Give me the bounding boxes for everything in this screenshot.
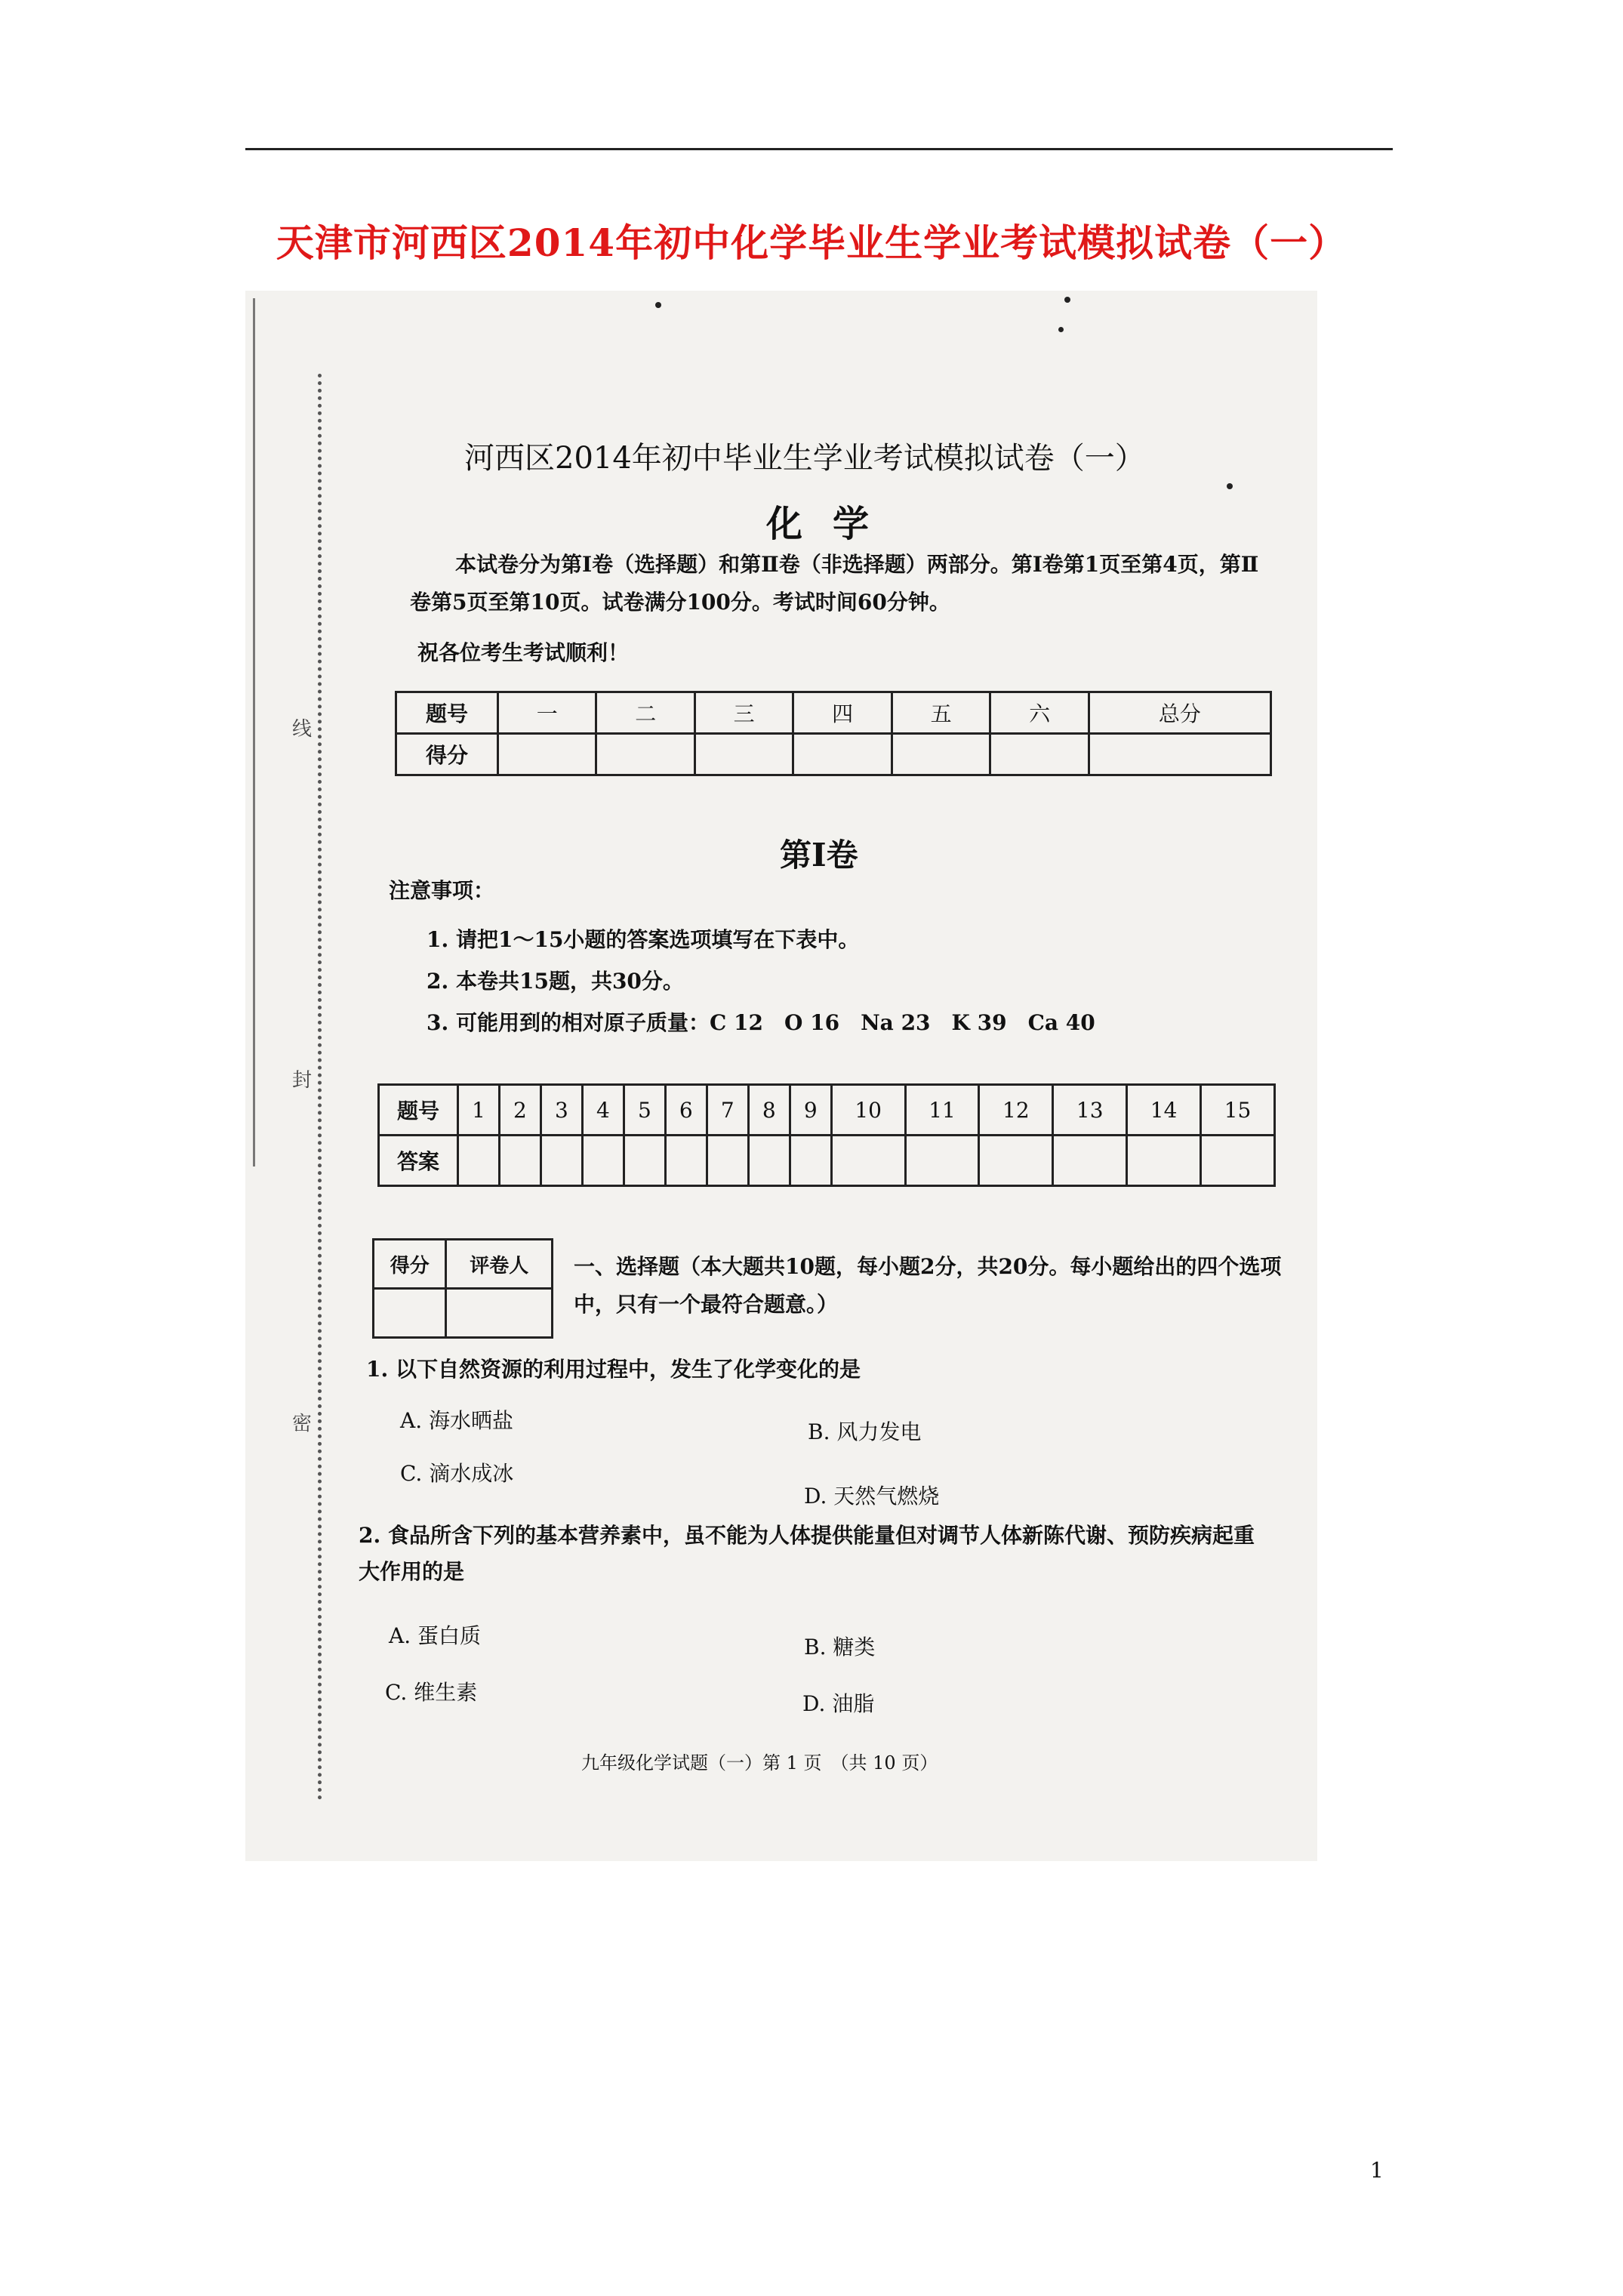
question-number: 10 xyxy=(831,1085,905,1136)
question-number: 13 xyxy=(1053,1085,1127,1136)
top-rule xyxy=(245,148,1393,150)
question-option: B. 糖类 xyxy=(804,1635,876,1660)
question-option: A. 海水晒盐 xyxy=(400,1408,514,1433)
score-table-row-label: 得分 xyxy=(396,734,498,775)
exam-paper-title: 河西区2014年初中毕业生学业考试模拟试卷（一） xyxy=(464,441,1145,476)
question-option: B. 风力发电 xyxy=(808,1419,922,1444)
grader-name-cell xyxy=(446,1289,553,1338)
answer-cell xyxy=(458,1136,500,1186)
exam-page-footer: 九年级化学试题（一）第 1 页 （共 10 页） xyxy=(581,1752,938,1774)
score-table-column: 一 xyxy=(498,692,596,734)
scan-speck xyxy=(1058,327,1064,332)
question-number: 7 xyxy=(707,1085,748,1136)
grader-score-label: 得分 xyxy=(374,1240,446,1289)
question-number: 2 xyxy=(499,1085,540,1136)
grader-table xyxy=(372,1238,553,1339)
exam-wish: 祝各位考生考试顺利！ xyxy=(417,640,630,665)
score-table-column: 五 xyxy=(892,692,990,734)
score-cell xyxy=(793,734,892,775)
grader-score-cell xyxy=(374,1289,446,1338)
score-table-header: 题号 xyxy=(396,692,498,734)
document-title: 天津市河西区2014年初中化学毕业生学业考试模拟试卷（一） xyxy=(276,220,1347,265)
answer-cell xyxy=(540,1136,582,1186)
question-number: 6 xyxy=(665,1085,707,1136)
answer-cell xyxy=(665,1136,707,1186)
page-number: 1 xyxy=(1370,2158,1384,2183)
question-number: 11 xyxy=(905,1085,979,1136)
exam-subject: 化学 xyxy=(766,503,900,545)
question-option: D. 油脂 xyxy=(802,1691,875,1716)
answer-cell xyxy=(624,1136,665,1186)
scanned-exam-page xyxy=(245,291,1317,1861)
answer-cell xyxy=(748,1136,790,1186)
grader-name-label: 评卷人 xyxy=(446,1240,553,1289)
question-option: D. 天然气燃烧 xyxy=(804,1484,940,1509)
question-number: 1 xyxy=(458,1085,500,1136)
question-number: 12 xyxy=(979,1085,1053,1136)
answer-table-row-label: 答案 xyxy=(379,1136,458,1186)
question-number: 15 xyxy=(1201,1085,1275,1136)
score-table-column: 二 xyxy=(596,692,694,734)
section-title: 第Ⅰ卷 xyxy=(780,837,858,874)
score-cell xyxy=(498,734,596,775)
binding-char-seal: 封 xyxy=(292,1069,313,1092)
score-table xyxy=(395,691,1272,776)
question-option: C. 滴水成冰 xyxy=(400,1461,514,1486)
score-table-column: 总分 xyxy=(1089,692,1270,734)
notice-item: 1. 请把1～15小题的答案选项填写在下表中。 xyxy=(427,927,860,952)
score-cell xyxy=(694,734,793,775)
binding-char-line: 线 xyxy=(292,718,313,741)
score-table-column: 三 xyxy=(694,692,793,734)
score-cell xyxy=(990,734,1089,775)
answer-cell xyxy=(905,1136,979,1186)
question-number: 5 xyxy=(624,1085,665,1136)
answer-cell xyxy=(1127,1136,1201,1186)
question-number: 14 xyxy=(1127,1085,1201,1136)
notice-item: 3. 可能用到的相对原子质量：C 12 O 16 Na 23 K 39 Ca 40 xyxy=(427,1010,1095,1035)
question-number: 4 xyxy=(582,1085,624,1136)
scan-speck xyxy=(1064,297,1070,303)
score-table-column: 四 xyxy=(793,692,892,734)
answer-cell xyxy=(831,1136,905,1186)
answer-cell xyxy=(979,1136,1053,1186)
answer-table xyxy=(377,1083,1276,1187)
notice-label: 注意事项： xyxy=(389,878,495,903)
question-number: 3 xyxy=(540,1085,582,1136)
answer-cell xyxy=(707,1136,748,1186)
question-stem: 2. 食品所含下列的基本营养素中，虽不能为人体提供能量但对调节人体新陈代谢、预防疾病起重大作用的是 xyxy=(359,1523,1255,1584)
question-stem: 1. 以下自然资源的利用过程中，发生了化学变化的是 xyxy=(366,1357,861,1382)
scan-speck xyxy=(1227,483,1233,489)
answer-cell xyxy=(790,1136,831,1186)
score-cell xyxy=(892,734,990,775)
answer-cell xyxy=(1201,1136,1275,1186)
question-number: 8 xyxy=(748,1085,790,1136)
multiple-choice-header: 一、选择题（本大题共10题，每小题2分，共20分。每小题给出的四个选项中，只有一个最符合题意。） xyxy=(574,1254,1282,1317)
answer-table-header: 题号 xyxy=(379,1085,458,1136)
score-cell xyxy=(596,734,694,775)
score-table-column: 六 xyxy=(990,692,1089,734)
question-option: C. 维生素 xyxy=(385,1680,478,1705)
notice-item: 2. 本卷共15题，共30分。 xyxy=(427,969,684,994)
binding-char-secret: 密 xyxy=(292,1413,313,1435)
question-option: A. 蛋白质 xyxy=(389,1623,482,1648)
answer-cell xyxy=(1053,1136,1127,1186)
binding-bar xyxy=(253,298,255,1166)
answer-cell xyxy=(499,1136,540,1186)
scan-speck xyxy=(655,302,661,308)
question-number: 9 xyxy=(790,1085,831,1136)
score-cell xyxy=(1089,734,1270,775)
binding-dotted-line xyxy=(318,374,322,1801)
answer-cell xyxy=(582,1136,624,1186)
exam-intro: 本试卷分为第Ⅰ卷（选择题）和第Ⅱ卷（非选择题）两部分。第Ⅰ卷第1页至第4页，第Ⅱ卷第5页至第10页。试卷满分100分。考试时间60分钟。 xyxy=(410,552,1259,615)
